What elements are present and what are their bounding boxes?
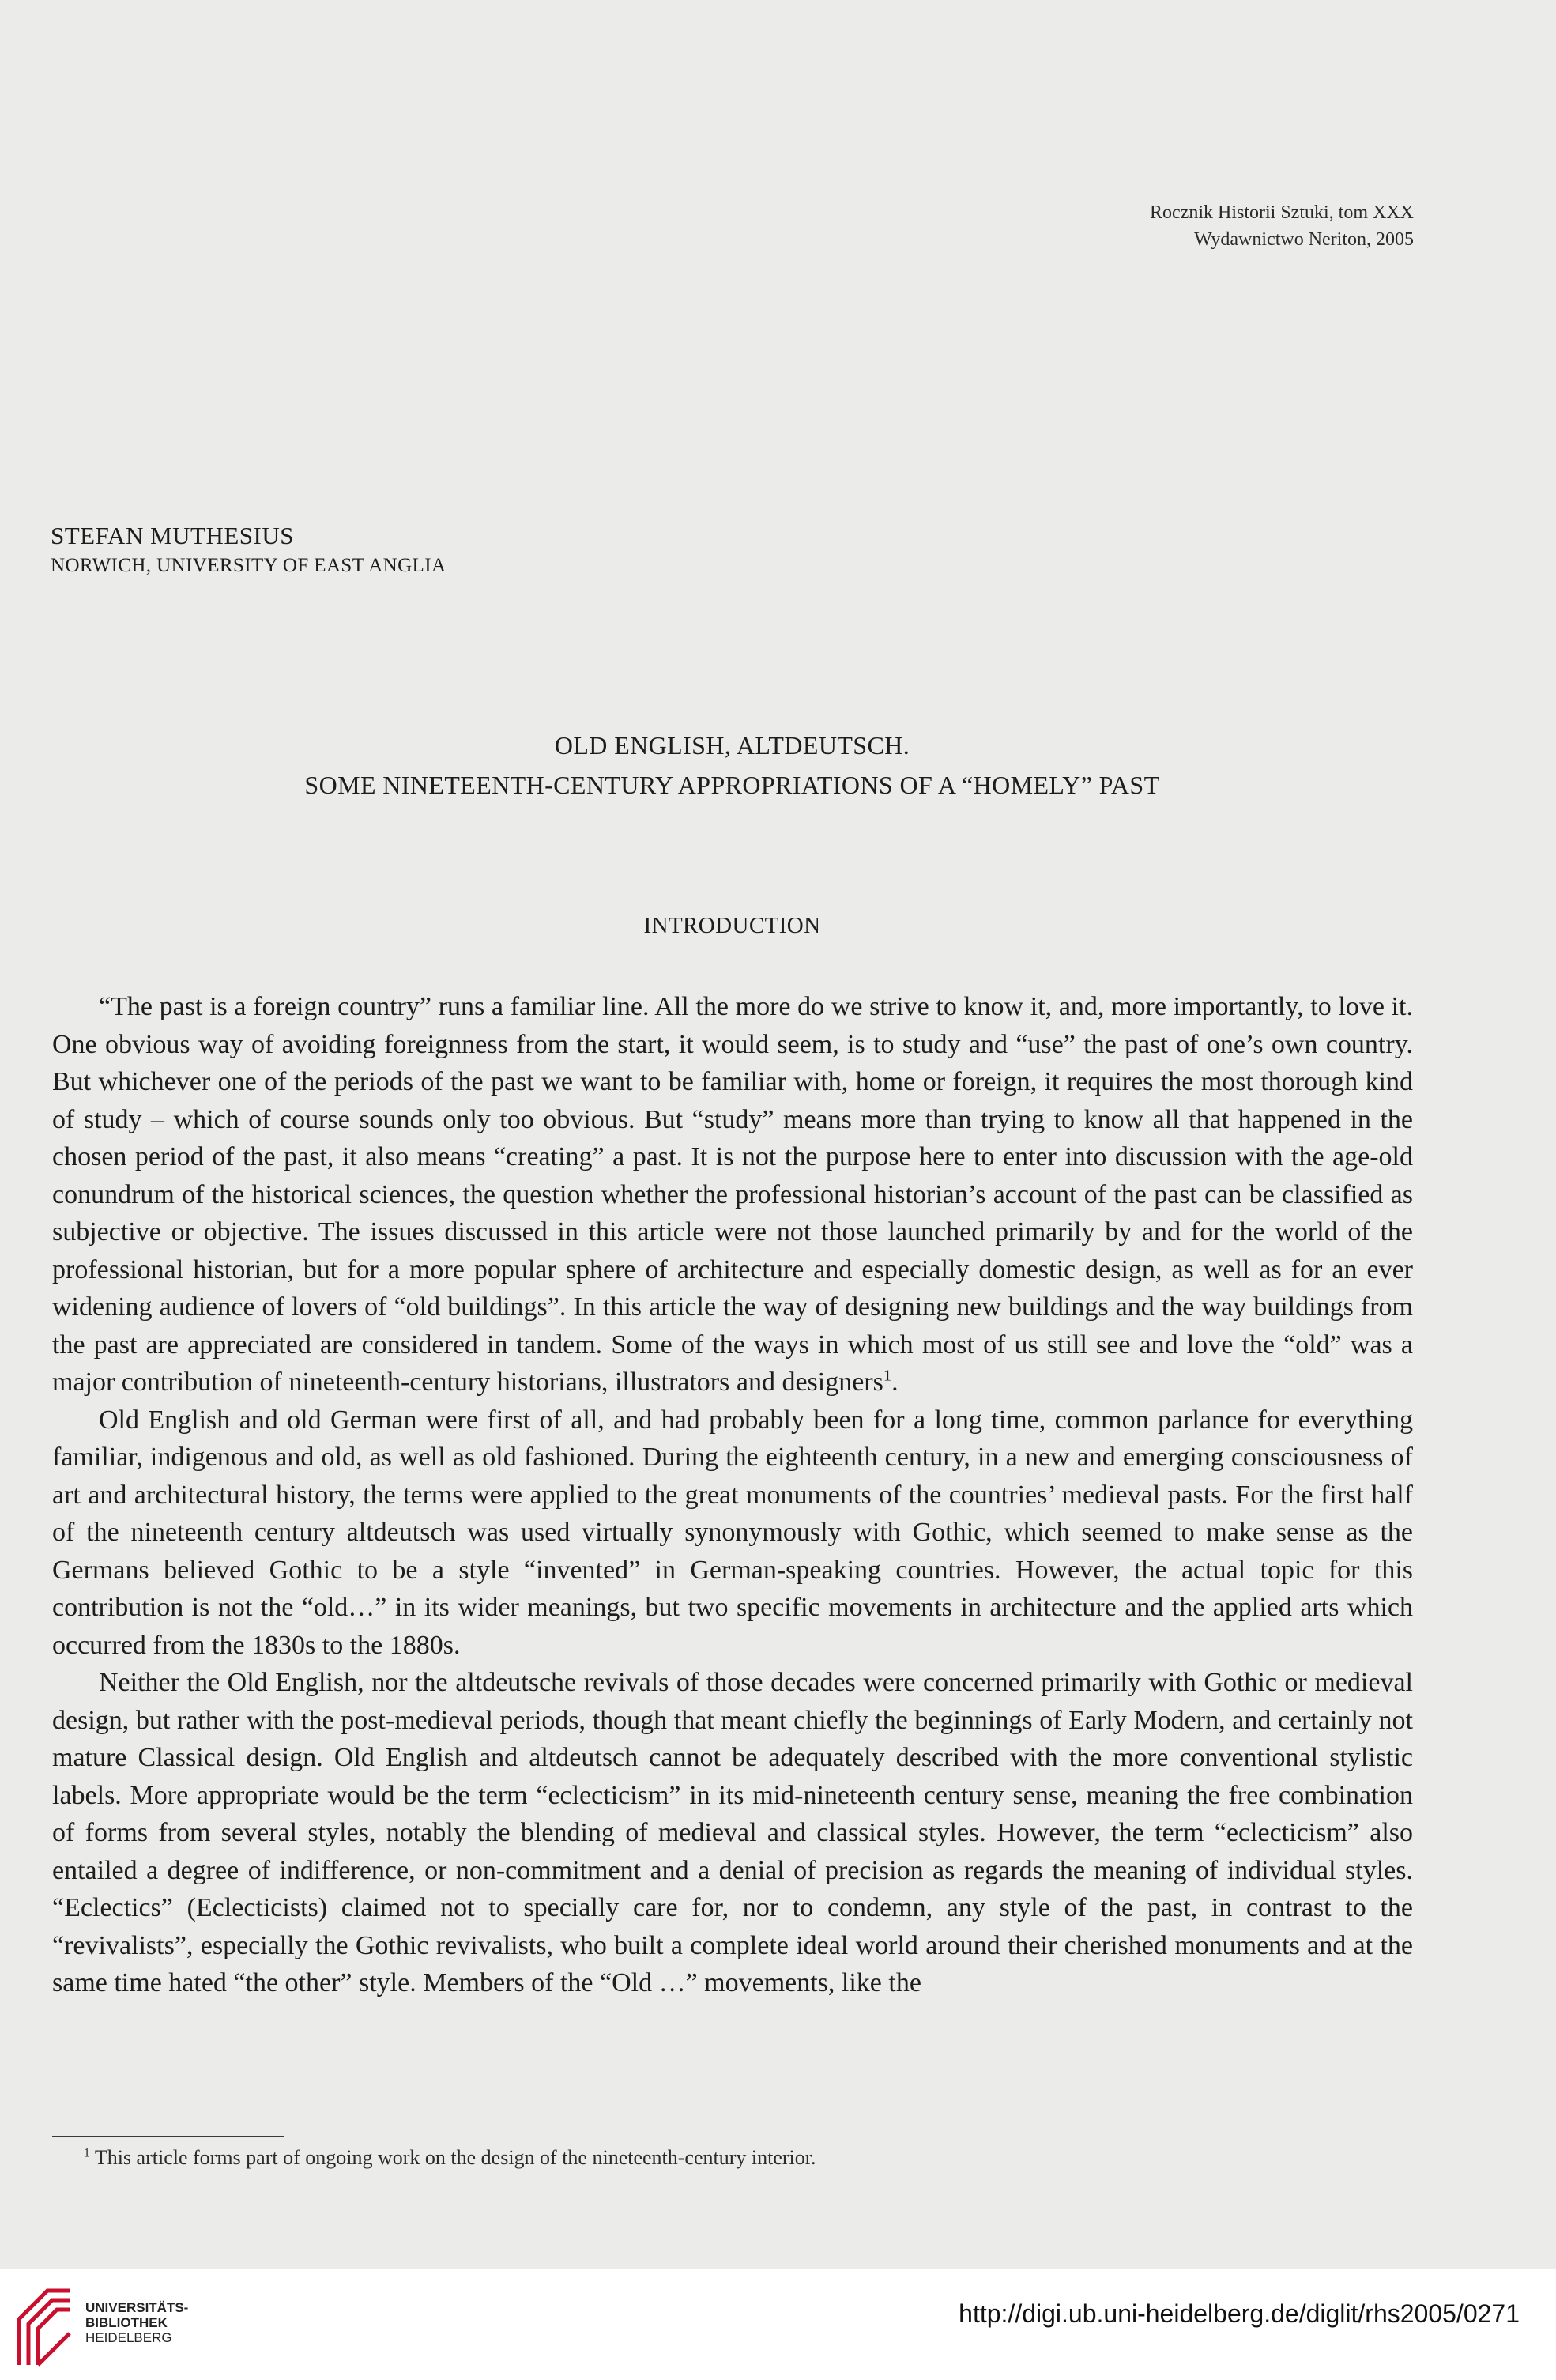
paragraph-1-end: . [891,1367,899,1397]
article-title-line-2: SOME NINETEENTH-CENTURY APPROPRIATIONS OF A “HOMELY” PAST [304,771,1160,799]
journal-info [1150,199,1414,253]
footnote-number: 1 [84,2146,90,2160]
library-name-line-1: UNIVERSITÄTS- [85,2300,189,2315]
journal-publisher: Wydawnictwo Neriton, 2005 [1194,229,1414,250]
digital-library-url[interactable]: http://digi.ub.uni-heidelberg.de/diglit/rhs2005/0271 [959,2299,1520,2328]
paragraph-1 [52,988,1413,1401]
article-title [51,726,1414,805]
university-library-logo-icon[interactable] [13,2283,76,2370]
footnote [84,2144,816,2172]
article-title-line-1: OLD ENGLISH, ALTDEUTSCH. [554,731,910,760]
library-name-line-2: BIBLIOTHEK [85,2315,168,2330]
footnote-reference[interactable]: 1 [883,1367,892,1385]
author-block [51,520,446,580]
footnote-text: This article forms part of ongoing work on the design of the nineteenth-century interior. [94,2146,816,2169]
section-heading: INTRODUCTION [643,913,821,938]
journal-title: Rocznik Historii Sztuki, tom XXX [1150,202,1414,223]
paragraph-2: Old English and old German were first of all, and had probably been for a long time, common parlance for everything familiar, indigenous and old, as well as old fashioned. During the eighteenth century, in a new and emerging consciousness of art and architectural history, the terms were applied to the great monuments of the countries’ medieval pasts. For the first half of the nineteenth century altdeutsch was used virtually synonymously with Gothic, which seemed to make sense as the Germans believed Gothic to be a style “invented” in German-speaking countries. However, the actual topic for this contribution is not the “old…” in its wider meanings, but two specific movements in architecture and the applied arts which occurred from the 1830s to the 1880s. [52,1405,1413,1660]
author-affiliation: NORWICH, UNIVERSITY OF EAST ANGLIA [51,555,446,576]
paragraph-3: Neither the Old English, nor the altdeutsche revivals of those decades were concerned primarily with Gothic or medieval design, but rather with the post-medieval periods, though that meant chiefly the beginnings of Early Modern, and certainly not mature Classical design. Old English and altdeutsch cannot be adequately described with the more conventional stylistic labels. More appropriate would be the term “eclecticism” in its mid-nineteenth century sense, meaning the free combination of forms from several styles, notably the blending of medieval and classical styles. However, the term “eclecticism” also entailed a degree of indifference, or non-commitment and a denial of precision as regards the meaning of individual styles. “Eclectics” (Eclecticists) claimed not to specially care for, nor to condemn, any style of the past, in contrast to the “revivalists”, especially the Gothic revivalists, who built a complete ideal world around their cherished monuments and at the same time hated “the other” style. Members of the “Old …” movements, like the [52,1668,1413,1997]
library-name [85,2300,188,2345]
library-name-line-3: HEIDELBERG [85,2330,172,2345]
author-name: STEFAN MUTHESIUS [51,522,294,549]
body-text [52,988,1413,2002]
paragraph-1-text: “The past is a foreign country” runs a familiar line. All the more do we strive to know it, and, more importantly, to love it. One obvious way of avoiding foreignness from the start, it would seem, is to study and “use” the past of one’s own country. But whichever one of the periods of the past we want to be familiar with, home or foreign, it requires the most thorough kind of study – which of course sounds only too obvious. But “study” means more than trying to know all that happened in the chosen period of the past, it also means “creating” a past. It is not the purpose here to enter into discussion with the age-old conundrum of the historical sciences, the question whether the professional historian’s account of the past can be classified as subjective or objective. The issues discussed in this article were not those launched primarily by and for the world of the professional historian, but for a more popular sphere of architecture and especially domestic design, as well as for an ever widening audience of lovers of “old buildings”. In this article the way of designing new buildings and the way buildings from the past are appreciated are considered in tandem. Some of the ways in which most of us still see and love the “old” was a major contribution of nineteenth-century historians, illustrators and designers [52,992,1413,1397]
footnote-divider [52,2136,284,2137]
